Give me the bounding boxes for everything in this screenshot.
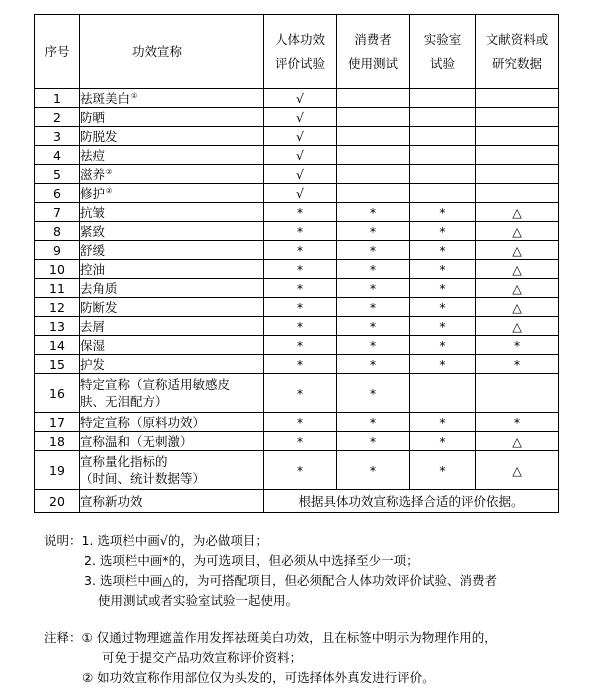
claim-name-text: 防脱发 <box>80 129 118 144</box>
literature-mark: △ <box>476 451 559 490</box>
claim-name-text: 保湿 <box>80 338 106 353</box>
header-literature-data-line2: 研究数据 <box>491 55 542 71</box>
claim-name-text: 紧致 <box>80 224 106 239</box>
claim-name-line1: 特定宣称（宣称适用敏感皮 <box>80 377 231 392</box>
lab-test-mark: * <box>410 298 476 317</box>
row-number: 10 <box>35 260 80 279</box>
claim-name-line2: （时间、统计数据等） <box>80 471 206 486</box>
literature-mark: △ <box>476 432 559 451</box>
claim-name-text: 去角质 <box>80 281 118 296</box>
row-number: 9 <box>35 241 80 260</box>
evaluation-basis-note: 根据具体功效宣称选择合适的评价依据。 <box>264 490 559 513</box>
table-row <box>35 374 559 413</box>
lab-test-mark: * <box>410 413 476 432</box>
row-number: 16 <box>35 374 80 413</box>
consumer-test-mark <box>337 146 410 165</box>
note-item-1: 说明：1. 选项栏中画√的，为必做项目； <box>44 533 268 548</box>
row-number: 20 <box>35 490 80 513</box>
row-number: 1 <box>35 89 80 108</box>
literature-mark: △ <box>476 203 559 222</box>
literature-mark <box>476 108 559 127</box>
row-number: 7 <box>35 203 80 222</box>
claim-name <box>80 374 264 413</box>
row-number: 17 <box>35 413 80 432</box>
literature-mark: * <box>476 355 559 374</box>
claim-name <box>80 279 264 298</box>
literature-mark: * <box>476 413 559 432</box>
table-header-row <box>35 15 559 89</box>
note-item-3-continued: 使用测试或者实验室试验一起使用。 <box>98 593 299 608</box>
table-body <box>35 89 559 374</box>
consumer-test-mark: * <box>337 413 410 432</box>
literature-mark <box>476 127 559 146</box>
human-eval-mark: √ <box>264 108 337 127</box>
claim-name-line2: 肤、无泪配方） <box>80 394 168 409</box>
lab-test-mark <box>410 127 476 146</box>
table-row <box>35 490 559 513</box>
claim-name-line1: 宣称量化指标的 <box>80 454 168 469</box>
note-item-2: 2. 选项栏中画*的，为可选项目，但必须从中选择至少一项； <box>84 553 419 568</box>
human-eval-mark: * <box>264 336 337 355</box>
claim-name <box>80 336 264 355</box>
claim-name-text: 祛痘 <box>80 148 106 163</box>
human-eval-mark: √ <box>264 184 337 203</box>
literature-mark <box>476 165 559 184</box>
claim-name-text: 祛斑美白 <box>80 91 131 106</box>
remark-2: ② 如功效宣称作用部位仅为头发的，可选择体外真发进行评价。 <box>82 670 435 685</box>
table-row <box>35 298 559 317</box>
literature-mark <box>476 184 559 203</box>
claim-name <box>80 298 264 317</box>
lab-test-mark: * <box>410 451 476 490</box>
claim-name-text: 防晒 <box>80 110 106 125</box>
literature-mark: △ <box>476 298 559 317</box>
claim-name <box>80 127 264 146</box>
remark-1: 注释：① 仅通过物理遮盖作用发挥祛斑美白功效，且在标签中明示为物理作用的， <box>44 630 497 645</box>
table-row <box>35 451 559 490</box>
consumer-test-mark: * <box>337 260 410 279</box>
lab-test-mark: * <box>410 279 476 298</box>
remarks-label: 注释： <box>44 630 82 645</box>
row-number: 11 <box>35 279 80 298</box>
lab-test-mark <box>410 108 476 127</box>
consumer-test-mark: * <box>337 203 410 222</box>
human-eval-mark: * <box>264 374 337 413</box>
lab-test-mark <box>410 374 476 413</box>
consumer-test-mark: * <box>337 336 410 355</box>
lab-test-mark: * <box>410 355 476 374</box>
row-number: 5 <box>35 165 80 184</box>
human-eval-mark: √ <box>264 127 337 146</box>
explanation-notes <box>44 531 564 611</box>
consumer-test-mark <box>337 184 410 203</box>
header-literature-data-line1: 文献资料或 <box>485 31 549 47</box>
claim-name: 特定宣称（原料功效） <box>80 413 264 432</box>
claim-name <box>80 165 264 184</box>
row-number: 4 <box>35 146 80 165</box>
claim-name <box>80 108 264 127</box>
lab-test-mark: * <box>410 336 476 355</box>
consumer-test-mark: * <box>337 317 410 336</box>
consumer-test-mark <box>337 108 410 127</box>
lab-test-mark: * <box>410 203 476 222</box>
human-eval-mark: √ <box>264 89 337 108</box>
consumer-test-mark: * <box>337 298 410 317</box>
header-consumer-test-line1: 消费者 <box>354 31 392 47</box>
lab-test-mark <box>410 165 476 184</box>
footnote-remarks <box>44 628 564 688</box>
table-row <box>35 108 559 127</box>
claim-name-text: 抗皱 <box>80 205 106 220</box>
literature-mark <box>476 146 559 165</box>
literature-mark: △ <box>476 279 559 298</box>
notes-label: 说明： <box>44 533 82 548</box>
consumer-test-mark <box>337 89 410 108</box>
row-number: 8 <box>35 222 80 241</box>
table-row <box>35 165 559 184</box>
row-number: 15 <box>35 355 80 374</box>
header-consumer-test-line2: 使用测试 <box>347 55 398 71</box>
claim-name: 宣称温和（无刺激） <box>80 432 264 451</box>
header-lab-test-line1: 实验室 <box>423 31 462 47</box>
literature-mark: △ <box>476 260 559 279</box>
human-eval-mark: * <box>264 203 337 222</box>
claim-name <box>80 260 264 279</box>
table-row <box>35 89 559 108</box>
claim-name <box>80 89 264 108</box>
consumer-test-mark: * <box>337 222 410 241</box>
consumer-test-mark: * <box>337 451 410 490</box>
literature-mark: △ <box>476 317 559 336</box>
row-number: 13 <box>35 317 80 336</box>
header-literature-data <box>476 15 559 89</box>
lab-test-mark: * <box>410 222 476 241</box>
remark-1-continued: 可免于提交产品功效宣称评价资料； <box>102 650 303 665</box>
table-body-special <box>35 374 559 513</box>
table-row <box>35 127 559 146</box>
header-lab-test-line2: 试验 <box>429 55 455 71</box>
human-eval-mark: √ <box>264 165 337 184</box>
claim-name-text: 防断发 <box>80 300 118 315</box>
table-row <box>35 355 559 374</box>
consumer-test-mark <box>337 165 410 184</box>
literature-mark <box>476 89 559 108</box>
consumer-test-mark: * <box>337 432 410 451</box>
human-eval-mark: * <box>264 241 337 260</box>
claim-name-text: 修护 <box>80 186 106 201</box>
consumer-test-mark: * <box>337 279 410 298</box>
claim-name <box>80 355 264 374</box>
lab-test-mark: * <box>410 260 476 279</box>
lab-test-mark <box>410 146 476 165</box>
footnote-marker: ① <box>131 91 138 100</box>
claim-name-text: 控油 <box>80 262 106 277</box>
claim-name <box>80 184 264 203</box>
literature-mark: △ <box>476 222 559 241</box>
consumer-test-mark <box>337 127 410 146</box>
row-number: 12 <box>35 298 80 317</box>
header-claim-name: 功效宣称 <box>80 15 264 89</box>
human-eval-mark: * <box>264 355 337 374</box>
consumer-test-mark: * <box>337 241 410 260</box>
claim-name-text: 滋养 <box>80 167 106 182</box>
human-eval-mark: * <box>264 260 337 279</box>
row-number: 6 <box>35 184 80 203</box>
table-row <box>35 146 559 165</box>
lab-test-mark: * <box>410 432 476 451</box>
literature-mark: △ <box>476 241 559 260</box>
table-row <box>35 279 559 298</box>
footnote-marker: ② <box>106 167 113 176</box>
claim-name-text: 去屑 <box>80 319 106 334</box>
header-consumer-test <box>337 15 410 89</box>
header-index: 序号 <box>35 15 80 89</box>
table-row <box>35 413 559 432</box>
note-item-3: 3. 选项栏中画△的，为可搭配项目，但必须配合人体功效评价试验、消费者 <box>84 573 498 588</box>
row-number: 18 <box>35 432 80 451</box>
lab-test-mark: * <box>410 241 476 260</box>
row-number: 2 <box>35 108 80 127</box>
consumer-test-mark: * <box>337 374 410 413</box>
literature-mark <box>476 374 559 413</box>
row-number: 3 <box>35 127 80 146</box>
table-row <box>35 184 559 203</box>
table-row <box>35 203 559 222</box>
claim-name <box>80 222 264 241</box>
human-eval-mark: * <box>264 451 337 490</box>
claim-name-text: 舒缓 <box>80 243 106 258</box>
table-row <box>35 241 559 260</box>
footnote-marker: ② <box>106 186 113 195</box>
claim-name-text: 护发 <box>80 357 106 372</box>
human-eval-mark: √ <box>264 146 337 165</box>
literature-mark: * <box>476 336 559 355</box>
claim-name <box>80 146 264 165</box>
human-eval-mark: * <box>264 222 337 241</box>
header-human-evaluation-line1: 人体功效 <box>274 31 325 47</box>
header-human-evaluation <box>264 15 337 89</box>
claim-name <box>80 241 264 260</box>
claim-name <box>80 317 264 336</box>
human-eval-mark: * <box>264 413 337 432</box>
table-row <box>35 432 559 451</box>
consumer-test-mark: * <box>337 355 410 374</box>
claim-name <box>80 451 264 490</box>
human-eval-mark: * <box>264 298 337 317</box>
header-lab-test <box>410 15 476 89</box>
lab-test-mark <box>410 184 476 203</box>
header-human-evaluation-line2: 评价试验 <box>274 55 325 71</box>
human-eval-mark: * <box>264 279 337 298</box>
efficacy-claims-table <box>34 14 559 513</box>
claim-name <box>80 203 264 222</box>
row-number: 14 <box>35 336 80 355</box>
human-eval-mark: * <box>264 317 337 336</box>
table-row <box>35 222 559 241</box>
lab-test-mark: * <box>410 317 476 336</box>
lab-test-mark <box>410 89 476 108</box>
human-eval-mark: * <box>264 432 337 451</box>
table-row <box>35 260 559 279</box>
claim-name: 宣称新功效 <box>80 490 264 513</box>
table-row <box>35 317 559 336</box>
table-row <box>35 336 559 355</box>
row-number: 19 <box>35 451 80 490</box>
